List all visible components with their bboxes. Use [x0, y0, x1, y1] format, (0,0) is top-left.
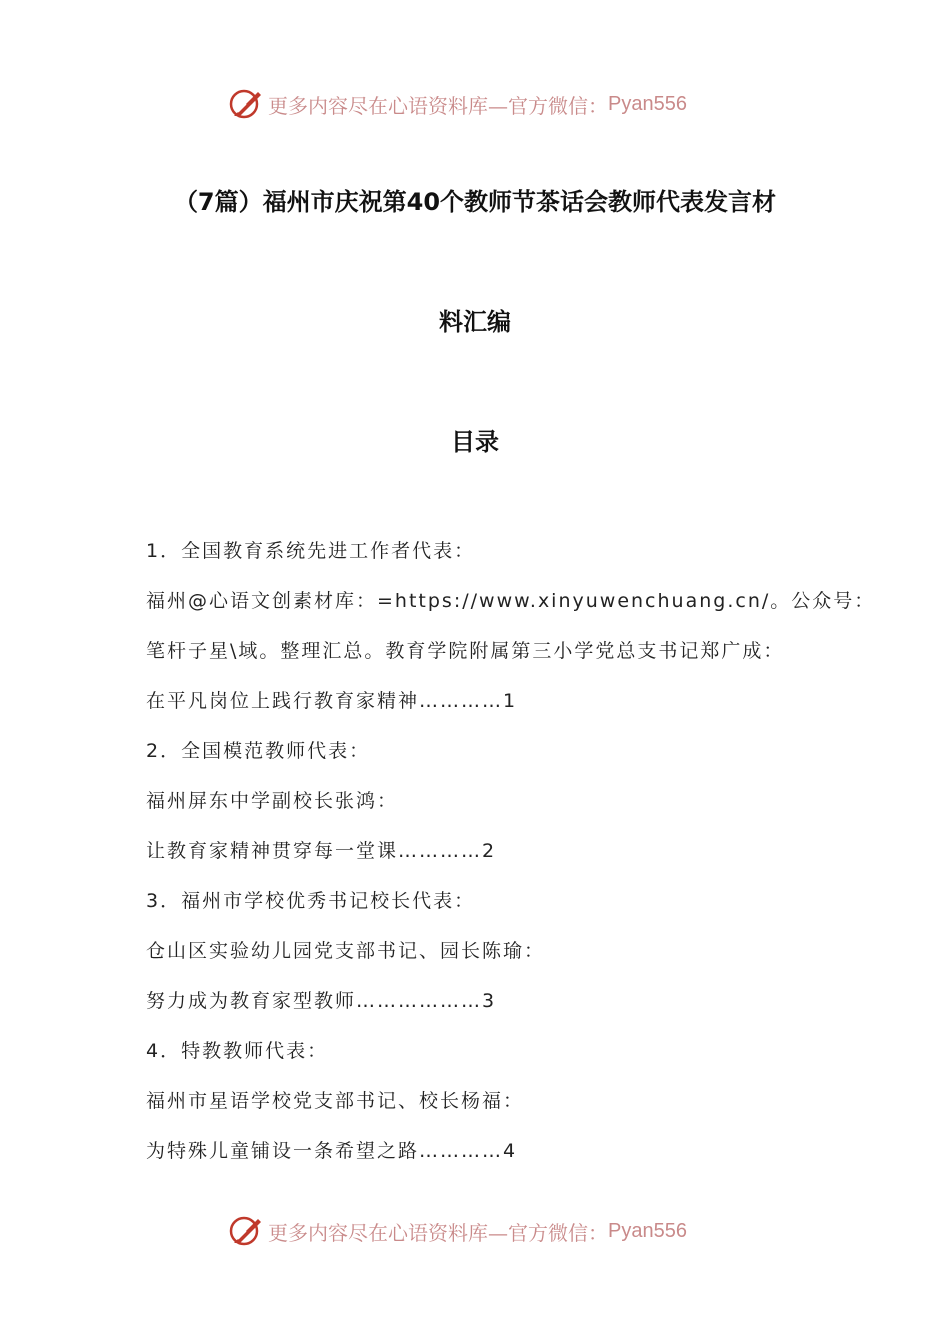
toc-entry-2[interactable]: 让教育家精神贯穿每一堂课…………2 — [146, 840, 497, 862]
banner-wechat-id: Pyan556 — [608, 92, 687, 115]
toc-entry-4[interactable]: 为特殊儿童铺设一条希望之路…………4 — [146, 1140, 518, 1162]
toc-item-4-heading: 4．特教教师代表： — [146, 1040, 329, 1062]
document-title-line-2: 料汇编 — [439, 308, 511, 336]
toc-line-author-4: 福州市星语学校党支部书记、校长杨福： — [146, 1090, 525, 1112]
banner-wechat-id: Pyan556 — [608, 1219, 687, 1242]
banner-text: 更多内容尽在心语资料库—官方微信： — [268, 93, 608, 118]
toc-entry-1[interactable]: 在平凡岗位上践行教育家精神…………1 — [146, 690, 518, 712]
toc-line-author-2: 福州屏东中学副校长张鸿： — [146, 790, 399, 812]
quill-logo-icon — [228, 1213, 264, 1249]
footer-banner — [228, 1211, 687, 1251]
header-banner — [228, 84, 687, 124]
toc-line-author-3: 仓山区实验幼儿园党支部书记、园长陈瑜： — [146, 940, 546, 962]
toc-item-2-heading: 2．全国模范教师代表： — [146, 740, 371, 762]
toc-entry-3[interactable]: 努力成为教育家型教师………………3 — [146, 990, 497, 1012]
toc-line-author-1: 笔杆子星\域。整理汇总。教育学院附属第三小学党总支书记郑广成： — [146, 640, 785, 662]
toc-item-1-heading: 1．全国教育系统先进工作者代表： — [146, 540, 476, 562]
banner-text: 更多内容尽在心语资料库—官方微信： — [268, 1220, 608, 1245]
document-title-line-1: （7篇）福州市庆祝第40个教师节茶话会教师代表发言材 — [173, 188, 777, 216]
toc-line-source: 福州@心语文创素材库：=https://www.xinyuwenchuang.cn/。公众号： — [146, 590, 876, 612]
toc-item-3-heading: 3．福州市学校优秀书记校长代表： — [146, 890, 476, 912]
quill-logo-icon — [228, 86, 264, 122]
toc-heading: 目录 — [451, 428, 499, 456]
